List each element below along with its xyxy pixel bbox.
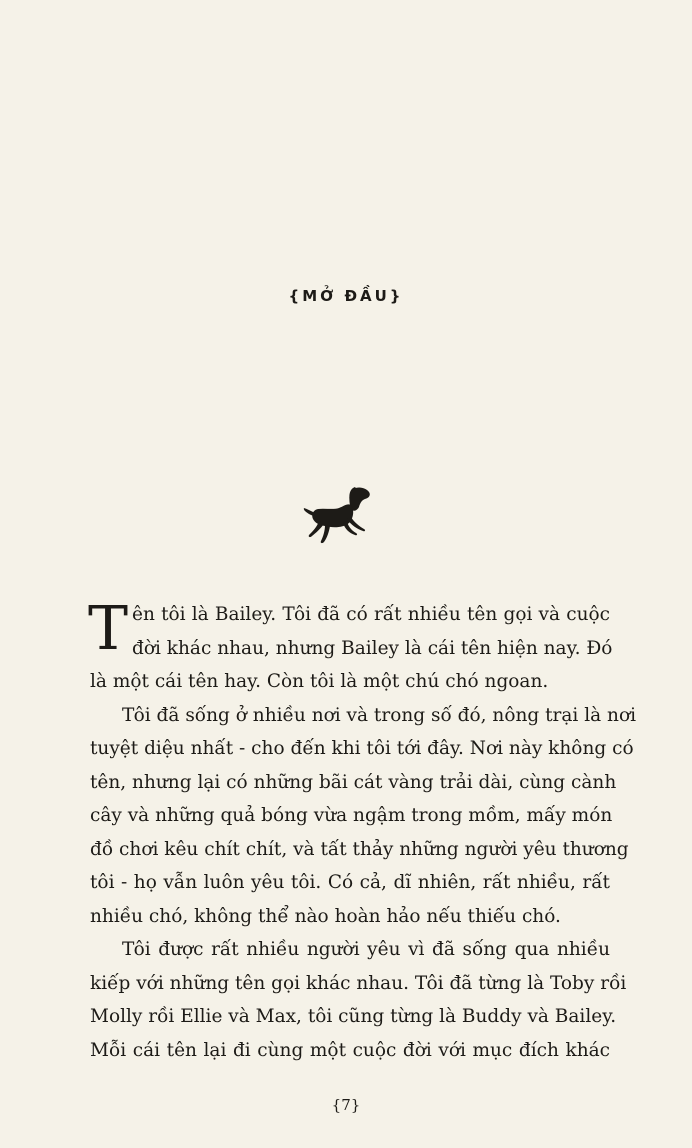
text-line: là một cái tên hay. Còn tôi là một chú chó ngoan. (90, 671, 549, 692)
chapter-title: {MỞ ĐẦU} (288, 287, 404, 305)
text-line: Tôi đã sống ở nhiều nơi và trong số đó, nông trại là nơi (122, 704, 636, 726)
text-line: kiếp với những tên gọi khác nhau. Tôi đã từng là Toby rồi (90, 972, 627, 994)
text-line: tuyệt diệu nhất - cho đến khi tôi tới đây. Nơi này không có (90, 738, 634, 759)
paragraph-3 (90, 933, 627, 1067)
text-line: cây và những quả bóng vừa ngậm trong mồm, mấy món (90, 805, 613, 826)
text-line: Tôi được rất nhiều người yêu vì đã sống qua nhiều (122, 939, 610, 960)
dog-running-icon (303, 483, 373, 549)
paragraph-1 (88, 594, 613, 699)
chapter-body (88, 594, 636, 1067)
text-line: tôi - họ vẫn luôn yêu tôi. Có cả, dĩ nhiên, rất nhiều, rất (90, 872, 610, 893)
paragraph-2 (90, 699, 636, 934)
text-line: tên, nhưng lại có những bãi cát vàng trải dài, cùng cành (90, 771, 617, 793)
page-number: {7} (331, 1096, 361, 1114)
drop-cap: T (88, 594, 129, 664)
text-line: ên tôi là Bailey. Tôi đã có rất nhiều tên gọi và cuộc (132, 604, 610, 625)
text-line: đời khác nhau, nhưng Bailey là cái tên hiện nay. Đó (132, 637, 613, 659)
text-line: Mỗi cái tên lại đi cùng một cuộc đời với mục đích khác (90, 1039, 610, 1061)
text-line: đồ chơi kêu chít chít, và tất thảy những người yêu thương (90, 838, 629, 860)
text-line: Molly rồi Ellie và Max, tôi cũng từng là Buddy và Bailey. (90, 1006, 617, 1027)
text-line: nhiều chó, không thể nào hoàn hảo nếu thiếu chó. (90, 905, 561, 927)
